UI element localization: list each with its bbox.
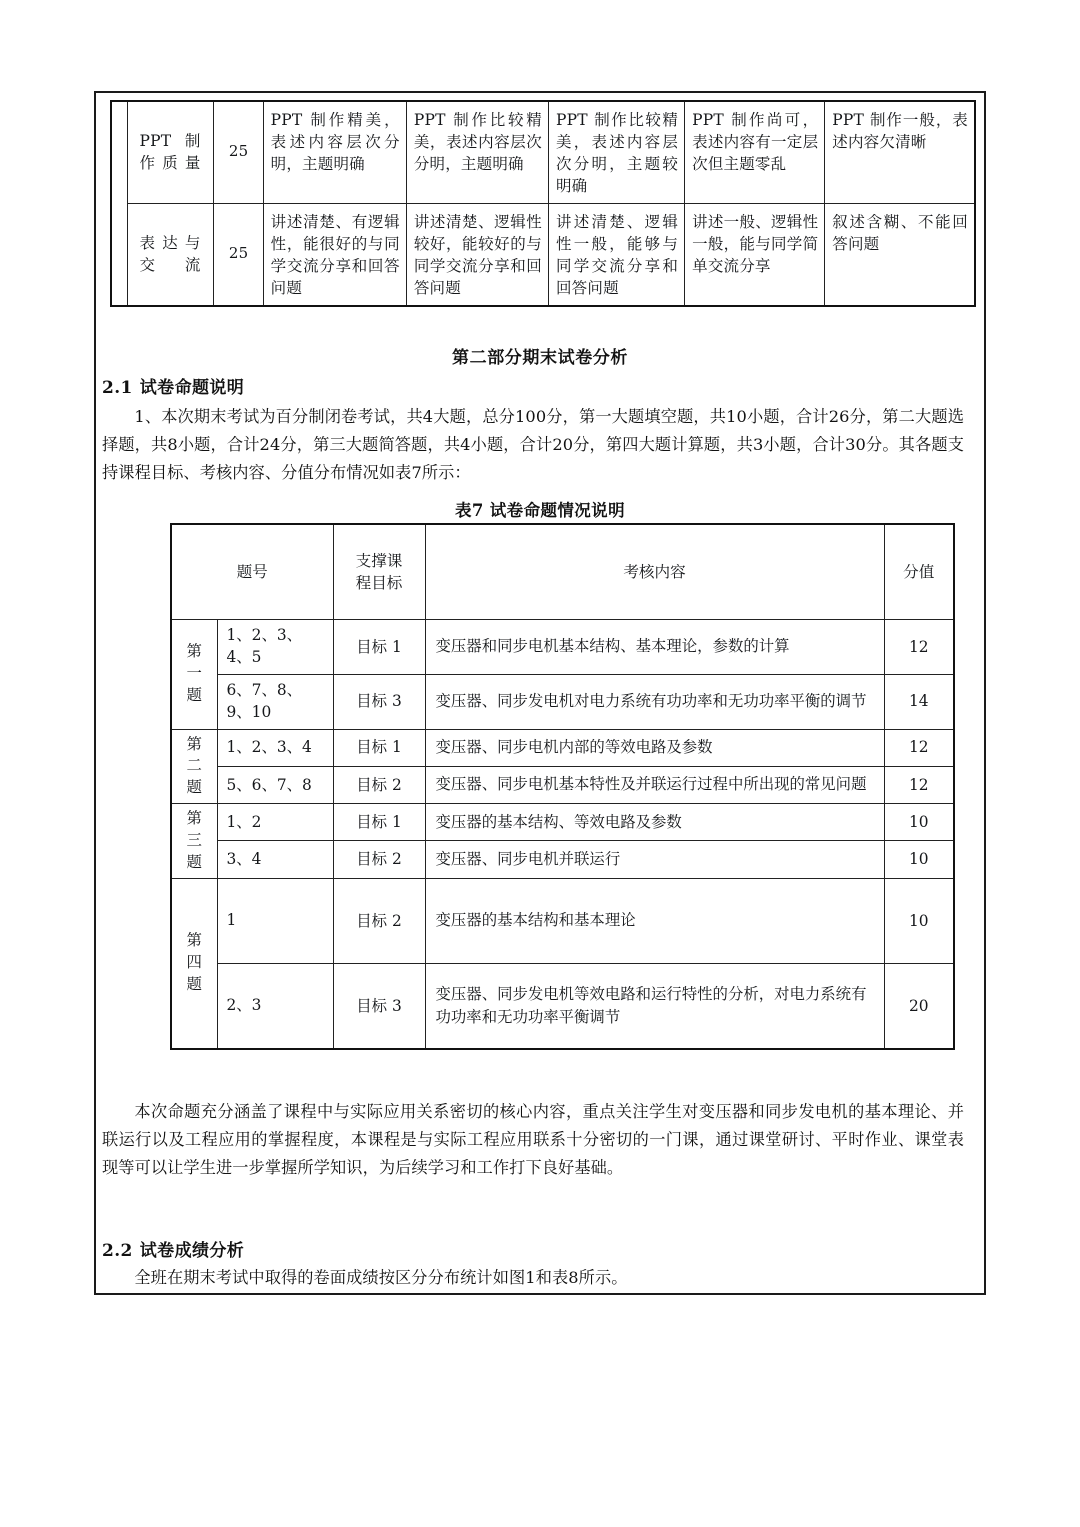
table7-caption xyxy=(96,497,984,521)
group-char: 第 xyxy=(186,931,202,950)
section-title: 试卷成绩分析 xyxy=(139,1241,245,1261)
table7-group-name xyxy=(171,804,217,879)
table-row xyxy=(171,963,954,1049)
page-content xyxy=(96,93,984,1293)
paragraph-命题-summary: 本次命题充分涵盖了课程中与实际应用关系密切的核心内容，重点关注学生对变压器和同步发电机的基本理论、并联运行以及工程应用的掌握程度，本课程是与实际工程应用联系十分密切的一门课，通过课堂研讨、平时作业、课堂表现等可以让学生进一步掌握所学知识，为后续学习和工作打下良好基础。 xyxy=(102,1102,964,1177)
rubric-level-4: PPT 制作尚可，表述内容有一定层次但主题零乱 xyxy=(685,101,825,204)
rubric-spacer-cell xyxy=(111,204,127,307)
rubric-spacer-cell xyxy=(111,101,127,204)
table7-header-goal-line2: 程目标 xyxy=(355,574,403,592)
table7-content: 变压器和同步电机基本结构、基本理论，参数的计算 xyxy=(425,620,884,675)
qnum-line: 9、10 xyxy=(226,702,272,721)
group-char: 题 xyxy=(186,975,202,994)
table7-question-numbers xyxy=(217,620,333,675)
table7-header-question-no: 题号 xyxy=(171,524,333,620)
table-row xyxy=(171,620,954,675)
table7 xyxy=(170,523,955,1050)
table7-group-name xyxy=(171,620,217,730)
table-row xyxy=(171,674,954,729)
table7-header-points: 分值 xyxy=(884,524,954,620)
rubric-level-5: 叙述含糊、不能回答问题 xyxy=(825,204,975,307)
table7-question-numbers: 1、2 xyxy=(217,804,333,841)
table7-goal: 目标 1 xyxy=(333,804,425,841)
group-char: 二 xyxy=(186,756,202,775)
table7-content: 变压器、同步电机基本特性及并联运行过程中所出现的常见问题 xyxy=(425,766,884,803)
rubric-level-2: 讲述清楚、逻辑性较好，能较好的与同学交流分享和回答问题 xyxy=(406,204,548,307)
table7-goal: 目标 1 xyxy=(333,620,425,675)
table7-group-name xyxy=(171,878,217,1049)
group-char: 题 xyxy=(186,852,202,871)
table7-points: 10 xyxy=(884,804,954,841)
rubric-level-1: 讲述清楚、有逻辑性，能很好的与同学交流分享和回答问题 xyxy=(263,204,406,307)
table7-points: 10 xyxy=(884,878,954,963)
table-row xyxy=(171,841,954,878)
table7-header-goal xyxy=(333,524,425,620)
part-heading: 第二部分期末试卷分析 xyxy=(452,348,628,368)
section-heading-2-2 xyxy=(102,1236,244,1261)
table7-header-goal-line1: 支撑课 xyxy=(355,551,403,570)
table7-goal: 目标 3 xyxy=(333,963,425,1049)
group-char: 三 xyxy=(186,831,202,849)
table7-wrapper xyxy=(170,523,953,1050)
rubric-score: 25 xyxy=(213,204,263,307)
group-char: 四 xyxy=(186,953,202,972)
rubric-level-1: PPT 制作精美，表述内容层次分明，主题明确 xyxy=(263,101,406,204)
rubric-level-3: PPT 制作比较精美，表述内容层次分明，主题较明确 xyxy=(548,101,684,204)
table-row xyxy=(171,878,954,963)
table7-question-numbers xyxy=(217,674,333,729)
table7-goal: 目标 1 xyxy=(333,729,425,766)
section-title: 试卷命题说明 xyxy=(139,378,245,398)
table7-goal: 目标 2 xyxy=(333,841,425,878)
table7-question-numbers: 1 xyxy=(217,878,333,963)
rubric-criterion: 表达与交流 xyxy=(127,204,213,307)
page-border xyxy=(94,91,986,1295)
table7-question-numbers: 3、4 xyxy=(217,841,333,878)
table7-content: 变压器的基本结构和基本理论 xyxy=(425,878,884,963)
table7-caption-number: 表7 xyxy=(455,501,484,520)
qnum-line: 1、2、3、 xyxy=(226,626,303,644)
table7-question-numbers: 2、3 xyxy=(217,963,333,1049)
group-char: 第 xyxy=(186,642,202,661)
table7-goal: 目标 2 xyxy=(333,766,425,803)
table-row xyxy=(111,204,975,307)
rubric-criterion: PPT 制作质量 xyxy=(127,101,213,204)
rubric-table xyxy=(110,100,976,307)
table7-points: 12 xyxy=(884,620,954,675)
table7-goal: 目标 2 xyxy=(333,878,425,963)
group-char: 一 xyxy=(186,664,202,683)
table-row xyxy=(171,804,954,841)
rubric-level-4: 讲述一般、逻辑性一般，能与同学简单交流分享 xyxy=(685,204,825,307)
table7-goal: 目标 3 xyxy=(333,674,425,729)
table7-points: 10 xyxy=(884,841,954,878)
table7-points: 14 xyxy=(884,674,954,729)
rubric-level-3: 讲述清楚、逻辑性一般，能够与同学交流分享和回答问题 xyxy=(548,204,684,307)
table7-header-row xyxy=(171,524,954,620)
table7-points: 12 xyxy=(884,766,954,803)
table7-content: 变压器、同步电机内部的等效电路及参数 xyxy=(425,729,884,766)
table7-caption-title: 试卷命题情况说明 xyxy=(489,501,625,520)
table7-group-name xyxy=(171,729,217,804)
qnum-line: 4、5 xyxy=(226,647,262,666)
table7-points: 20 xyxy=(884,963,954,1049)
table7-question-numbers: 5、6、7、8 xyxy=(217,766,333,803)
group-char: 题 xyxy=(186,778,202,797)
table-row xyxy=(111,101,975,204)
group-char: 第 xyxy=(186,734,202,753)
table7-content: 变压器的基本结构、等效电路及参数 xyxy=(425,804,884,841)
table7-content: 变压器、同步发电机对电力系统有功功率和无功功率平衡的调节 xyxy=(425,674,884,729)
table7-question-numbers: 1、2、3、4 xyxy=(217,729,333,766)
table7-content: 变压器、同步发电机等效电路和运行特性的分析，对电力系统有功功率和无功功率平衡调节 xyxy=(425,963,884,1049)
rubric-level-2: PPT 制作比较精美，表述内容层次分明，主题明确 xyxy=(406,101,548,204)
paragraph-score-distribution: 全班在期末考试中取得的卷面成绩按区分分布统计如图1和表8所示。 xyxy=(134,1268,628,1287)
section-heading-2-1 xyxy=(102,373,244,398)
group-char: 第 xyxy=(186,809,202,828)
table7-header-content: 考核内容 xyxy=(425,524,884,620)
table-row xyxy=(171,729,954,766)
rubric-level-5: PPT 制作一般，表述内容欠清晰 xyxy=(825,101,975,204)
table7-points: 12 xyxy=(884,729,954,766)
group-char: 题 xyxy=(186,686,202,705)
rubric-score: 25 xyxy=(213,101,263,204)
section-number: 2.1 xyxy=(102,378,133,398)
table7-content: 变压器、同步电机并联运行 xyxy=(425,841,884,878)
section-number: 2.2 xyxy=(102,1241,133,1261)
table-row xyxy=(171,766,954,803)
qnum-line: 6、7、8、 xyxy=(226,680,303,699)
paragraph-exam-description: 1、本次期末考试为百分制闭卷考试，共4大题，总分100分，第一大题填空题，共10小题，合计26分，第二大题选择题，共8小题，合计24分，第三大题简答题，共4小题，合计20分，第四大题计算题，共3小题，合计30分。其各题支持课程目标、考核内容、分值分布情况如表7所示： xyxy=(102,407,964,482)
